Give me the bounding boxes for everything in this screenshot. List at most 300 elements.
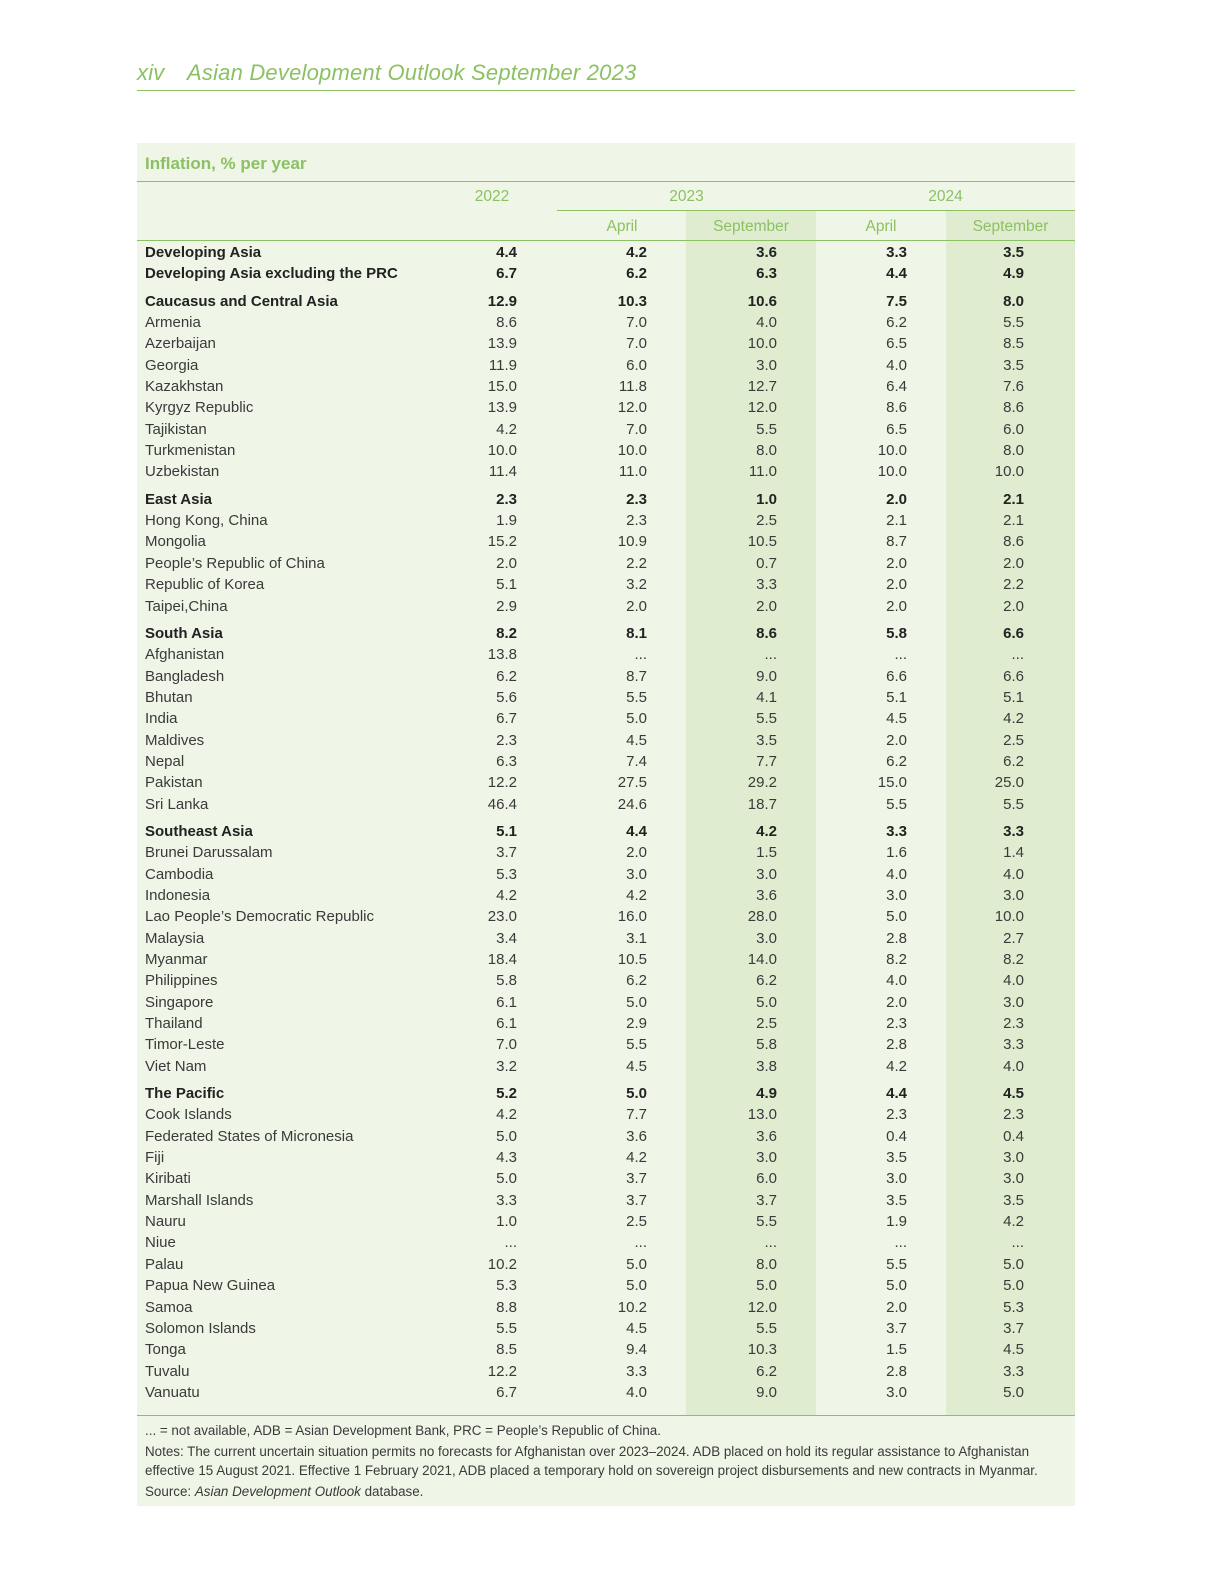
value-2022: 5.1 <box>496 576 517 594</box>
value-2023-april: 24.6 <box>617 795 647 813</box>
value-2023-september: 0.7 <box>756 554 777 572</box>
value-2023-april: 10.9 <box>617 533 647 551</box>
inflation-table <box>137 242 1077 1403</box>
value-2022: 2.0 <box>496 554 517 572</box>
economy-row <box>137 1190 1077 1211</box>
value-2024-september: 8.2 <box>1003 951 1024 968</box>
economy-row <box>137 1034 1077 1055</box>
value-2023-september: 28.0 <box>747 908 777 926</box>
value-2023-april: 5.0 <box>626 1277 647 1295</box>
value-2022: 1.0 <box>496 1213 517 1231</box>
value-2024-april: 2.8 <box>886 929 907 947</box>
value-2022: 8.8 <box>496 1298 517 1316</box>
value-2022: 11.4 <box>488 463 517 481</box>
value-2024-september: 3.5 <box>1003 1191 1024 1209</box>
economy-row <box>137 596 1077 617</box>
value-2023-september: 6.2 <box>756 972 777 990</box>
value-2024-september: 3.3 <box>1003 1362 1024 1380</box>
economy-row <box>137 751 1077 772</box>
value-2022: 15.0 <box>487 378 517 396</box>
value-2024-april: 2.8 <box>886 1362 907 1380</box>
value-2024-april: 4.0 <box>886 972 907 990</box>
economy-row <box>137 1318 1077 1339</box>
value-2024-september: 2.3 <box>1003 1106 1024 1124</box>
value-2022: 5.0 <box>496 1127 517 1145</box>
value-2022: 8.2 <box>496 624 517 642</box>
row-label: Azerbaijan <box>145 335 216 353</box>
row-label: Nauru <box>145 1213 186 1231</box>
row-label: Myanmar <box>145 951 208 968</box>
value-2024-april: 6.2 <box>886 752 907 770</box>
source-label: Source: <box>145 1484 195 1499</box>
region-row <box>137 815 1077 842</box>
value-2024-september: 4.2 <box>1003 710 1024 728</box>
value-2023-september: 12.0 <box>747 1298 777 1316</box>
value-2023-april: 3.3 <box>626 1362 647 1380</box>
value-2023-september: 18.7 <box>747 795 777 813</box>
value-2024-april: 2.0 <box>886 731 907 749</box>
value-2023-september: 10.6 <box>747 292 777 310</box>
value-2023-april: 9.4 <box>626 1341 647 1359</box>
value-2024-september: 4.0 <box>1003 1057 1024 1075</box>
economy-row <box>137 510 1077 531</box>
row-label: Turkmenistan <box>145 442 236 460</box>
value-2022: 4.2 <box>496 420 517 438</box>
value-2023-september: 3.6 <box>756 886 777 904</box>
value-2024-september: 5.1 <box>1003 688 1024 706</box>
header-2023-april: April <box>606 218 638 235</box>
value-2023-september: 12.0 <box>747 399 777 417</box>
value-2024-september: 0.4 <box>1003 1127 1024 1145</box>
economy-row <box>137 1104 1077 1125</box>
value-2024-september: 4.0 <box>1003 865 1024 883</box>
value-2022: 5.3 <box>496 1277 517 1295</box>
value-2023-september: 5.5 <box>756 1213 777 1231</box>
value-2023-september: 2.0 <box>756 597 777 615</box>
value-2023-september: 1.0 <box>756 490 777 508</box>
row-label: Viet Nam <box>145 1057 207 1075</box>
value-2022: 6.7 <box>496 710 517 728</box>
value-2022: 3.2 <box>496 1057 517 1075</box>
value-2023-april: 7.0 <box>626 314 647 332</box>
value-2024-september: 5.0 <box>1003 1255 1024 1273</box>
row-label: Niue <box>145 1234 176 1252</box>
inflation-table-panel <box>137 143 1075 1506</box>
row-label: Brunei Darussalam <box>145 844 273 862</box>
value-2024-september: 6.2 <box>1003 752 1024 770</box>
row-label: Cambodia <box>145 865 214 883</box>
economy-row <box>137 708 1077 729</box>
header-2022: 2022 <box>474 188 510 205</box>
value-2024-september: 10.0 <box>994 463 1024 481</box>
row-label: Maldives <box>145 731 205 749</box>
value-2023-april: 5.0 <box>626 710 647 728</box>
header-rule <box>137 240 1075 241</box>
economy-row <box>137 461 1077 482</box>
value-2023-september: 3.8 <box>756 1057 777 1075</box>
value-2023-september: 3.0 <box>756 1149 777 1167</box>
value-2023-april: 4.4 <box>626 822 647 840</box>
value-2023-april: 2.9 <box>626 1015 647 1033</box>
value-2024-april: 5.8 <box>886 624 907 642</box>
value-2023-september: 3.6 <box>756 244 777 261</box>
economy-row <box>137 906 1077 927</box>
economy-row <box>137 842 1077 863</box>
value-2024-april: 2.1 <box>886 512 907 530</box>
value-2023-april: 11.0 <box>618 463 647 481</box>
value-2022: 18.4 <box>487 951 517 968</box>
value-2023-april: 6.2 <box>626 972 647 990</box>
economy-row <box>137 644 1077 665</box>
value-2022: 5.1 <box>496 822 517 840</box>
value-2023-april: 3.6 <box>626 1127 647 1145</box>
value-2024-april: 7.5 <box>886 292 907 310</box>
value-2024-april: 6.2 <box>886 314 907 332</box>
value-2023-september: 2.5 <box>756 512 777 530</box>
value-2023-september: 12.7 <box>747 378 777 396</box>
value-2024-april: 0.4 <box>886 1127 907 1145</box>
value-2024-april: 3.3 <box>886 822 907 840</box>
value-2023-april: 2.2 <box>626 554 647 572</box>
value-2022: 13.9 <box>487 399 517 417</box>
value-2024-april: 3.0 <box>886 886 907 904</box>
value-2022: 23.0 <box>487 908 517 926</box>
economy-row <box>137 666 1077 687</box>
value-2024-september: 3.3 <box>1003 1036 1024 1054</box>
row-label: Tonga <box>145 1341 186 1359</box>
row-label: Papua New Guinea <box>145 1277 276 1295</box>
value-2023-april: 4.2 <box>626 886 647 904</box>
row-label: Palau <box>145 1255 184 1273</box>
economy-row <box>137 419 1077 440</box>
value-2024-april: 4.0 <box>886 865 907 883</box>
value-2024-september: 8.6 <box>1003 533 1024 551</box>
value-2023-april: ... <box>634 1234 647 1252</box>
value-2022: 15.2 <box>487 533 517 551</box>
economy-row <box>137 864 1077 885</box>
region-row <box>137 483 1077 510</box>
value-2022: 7.0 <box>496 1036 517 1054</box>
value-2024-september: 8.0 <box>1003 292 1024 310</box>
value-2023-april: 3.1 <box>626 929 647 947</box>
value-2022: 13.9 <box>487 335 517 353</box>
row-label: South Asia <box>145 624 223 642</box>
value-2024-september: 5.5 <box>1003 314 1024 332</box>
economy-row <box>137 992 1077 1013</box>
value-2024-april: 3.3 <box>886 244 907 261</box>
row-label: India <box>145 710 178 728</box>
value-2023-september: 5.5 <box>756 420 777 438</box>
value-2024-april: 6.4 <box>886 378 907 396</box>
value-2023-april: 5.0 <box>626 1085 647 1103</box>
value-2023-april: 4.5 <box>626 731 647 749</box>
value-2023-april: 4.2 <box>626 1149 647 1167</box>
source-title: Asian Development Outlook <box>194 1484 361 1499</box>
region-row <box>137 617 1077 644</box>
value-2023-september: 8.6 <box>756 624 777 642</box>
value-2022: 6.7 <box>496 1383 517 1401</box>
value-2022: 6.1 <box>496 993 517 1011</box>
value-2024-april: 4.4 <box>886 1085 907 1103</box>
row-label: Republic of Korea <box>145 576 265 594</box>
value-2023-april: 27.5 <box>617 774 647 792</box>
value-2023-april: 12.0 <box>617 399 647 417</box>
economy-row <box>137 376 1077 397</box>
row-label: Georgia <box>145 356 199 374</box>
value-2022: 5.6 <box>496 688 517 706</box>
row-label: Tuvalu <box>145 1362 190 1380</box>
economy-row <box>137 1168 1077 1189</box>
header-2023: 2023 <box>669 188 704 205</box>
table-bottom-rule <box>137 1415 1075 1416</box>
value-2022: 46.4 <box>487 795 517 813</box>
economy-row <box>137 687 1077 708</box>
economy-row <box>137 1126 1077 1147</box>
value-2022: 5.0 <box>496 1170 517 1188</box>
value-2024-september: 2.2 <box>1003 576 1024 594</box>
value-2023-september: 3.0 <box>756 865 777 883</box>
value-2024-september: 1.4 <box>1003 844 1024 862</box>
value-2023-april: 2.5 <box>626 1213 647 1231</box>
value-2024-april: 4.0 <box>886 356 907 374</box>
value-2024-september: 2.1 <box>1003 490 1024 508</box>
value-2022: 2.9 <box>496 597 517 615</box>
value-2023-april: 3.2 <box>626 576 647 594</box>
value-2024-september: 8.0 <box>1003 442 1024 460</box>
value-2022: 11.9 <box>488 356 517 374</box>
economy-row <box>137 531 1077 552</box>
economy-row <box>137 1232 1077 1253</box>
value-2024-september: 8.5 <box>1003 335 1024 353</box>
value-2022: 2.3 <box>496 731 517 749</box>
value-2023-april: 3.0 <box>626 865 647 883</box>
value-2022: 12.2 <box>487 774 517 792</box>
value-2023-september: 6.3 <box>756 265 777 283</box>
page-number: xiv <box>137 60 165 85</box>
value-2024-september: 3.7 <box>1003 1319 1024 1337</box>
value-2024-september: 5.3 <box>1003 1298 1024 1316</box>
value-2024-september: 6.0 <box>1003 420 1024 438</box>
value-2024-september: 5.0 <box>1003 1277 1024 1295</box>
row-label: Pakistan <box>145 774 203 792</box>
value-2022: 4.2 <box>496 1106 517 1124</box>
value-2024-april: 1.5 <box>886 1341 907 1359</box>
title-rule <box>137 181 1075 182</box>
value-2024-april: 6.5 <box>886 420 907 438</box>
value-2023-april: 4.0 <box>626 1383 647 1401</box>
row-label: The Pacific <box>145 1085 225 1103</box>
value-2023-september: 5.0 <box>756 1277 777 1295</box>
value-2024-april: 8.2 <box>886 951 907 968</box>
economy-row <box>137 885 1077 906</box>
value-2024-september: 2.3 <box>1003 1015 1024 1033</box>
value-2024-april: 10.0 <box>877 463 907 481</box>
row-label: Mongolia <box>145 533 206 551</box>
row-label: East Asia <box>145 490 212 508</box>
value-2024-april: 3.0 <box>886 1383 907 1401</box>
value-2024-april: ... <box>894 1234 907 1252</box>
value-2023-september: 11.0 <box>748 463 777 481</box>
value-2024-september: 8.6 <box>1003 399 1024 417</box>
row-label: Samoa <box>145 1298 193 1316</box>
value-2024-april: 3.7 <box>886 1319 907 1337</box>
value-2024-april: 8.6 <box>886 399 907 417</box>
row-label: Philippines <box>145 972 218 990</box>
value-2022: 3.3 <box>496 1191 517 1209</box>
economy-row <box>137 1382 1077 1403</box>
value-2023-september: 5.8 <box>756 1036 777 1054</box>
value-2023-september: 2.5 <box>756 1015 777 1033</box>
value-2024-april: 8.7 <box>886 533 907 551</box>
value-2024-september: 2.7 <box>1003 929 1024 947</box>
economy-row <box>137 312 1077 333</box>
value-2024-april: 5.0 <box>886 1277 907 1295</box>
value-2024-september: ... <box>1011 646 1024 664</box>
row-label: Lao People’s Democratic Republic <box>145 908 375 926</box>
economy-row <box>137 949 1077 970</box>
value-2024-april: 15.0 <box>877 774 907 792</box>
economy-row <box>137 333 1077 354</box>
value-2024-september: 3.3 <box>1003 822 1024 840</box>
value-2023-september: ... <box>764 646 777 664</box>
row-label: Armenia <box>145 314 201 332</box>
value-2023-september: 7.7 <box>756 752 777 770</box>
value-2023-april: 5.5 <box>626 1036 647 1054</box>
value-2022: 3.7 <box>496 844 517 862</box>
value-2022: 10.2 <box>487 1255 517 1273</box>
header-2024-september: September <box>972 218 1049 235</box>
notes-text: Notes: The current uncertain situation permits no forecasts for Afghanistan over 2023–2024. ADB placed on hold its regular assistance to Afghanistan effective 15 August 2021. Effective 1 February 2021, ADB placed a temporary hold on sovereign project disbursements and new contracts in Myanmar. <box>145 1444 1038 1478</box>
value-2024-september: 3.0 <box>1003 1170 1024 1188</box>
value-2023-september: 4.1 <box>756 688 777 706</box>
region-row <box>137 1077 1077 1104</box>
economy-row <box>137 1297 1077 1318</box>
value-2023-april: 7.0 <box>626 335 647 353</box>
value-2023-september: 3.0 <box>756 356 777 374</box>
economy-row <box>137 397 1077 418</box>
header-2024-april: April <box>865 218 897 235</box>
value-2022: 6.7 <box>496 265 517 283</box>
value-2024-september: 2.0 <box>1003 597 1024 615</box>
value-2024-september: 25.0 <box>994 774 1024 792</box>
value-2022: 8.6 <box>496 314 517 332</box>
value-2023-april: 7.7 <box>626 1106 647 1124</box>
value-2022: 5.2 <box>496 1085 517 1103</box>
value-2023-april: 7.0 <box>626 420 647 438</box>
value-2024-april: 2.0 <box>886 490 907 508</box>
source-note <box>145 1482 1070 1501</box>
value-2024-april: ... <box>894 646 907 664</box>
value-2023-april: 5.0 <box>626 993 647 1011</box>
value-2022: 5.3 <box>496 865 517 883</box>
value-2023-april: 2.0 <box>626 597 647 615</box>
value-2024-april: 2.0 <box>886 576 907 594</box>
row-label: Developing Asia excluding the PRC <box>145 265 398 283</box>
header-2023-september: September <box>713 218 789 235</box>
value-2024-april: 10.0 <box>877 442 907 460</box>
economy-row <box>137 574 1077 595</box>
value-2024-september: 4.9 <box>1003 265 1024 283</box>
value-2023-september: 8.0 <box>756 442 777 460</box>
value-2023-april: 11.8 <box>618 378 647 396</box>
value-2024-april: 2.0 <box>886 1298 907 1316</box>
table-title: Inflation, % per year <box>145 154 307 173</box>
row-label: Malaysia <box>145 929 205 947</box>
value-2024-april: 3.5 <box>886 1191 907 1209</box>
value-2023-april: 6.0 <box>626 356 647 374</box>
value-2024-april: 1.6 <box>886 844 907 862</box>
economy-row <box>137 794 1077 815</box>
value-2024-september: 4.0 <box>1003 972 1024 990</box>
economy-row <box>137 1147 1077 1168</box>
value-2024-april: 5.1 <box>886 688 907 706</box>
value-2024-september: 2.1 <box>1003 512 1024 530</box>
value-2022: 3.4 <box>496 929 517 947</box>
economy-row <box>137 772 1077 793</box>
row-label: Cook Islands <box>145 1106 232 1124</box>
value-2024-september: 5.0 <box>1003 1383 1024 1401</box>
value-2023-april: 2.3 <box>626 490 647 508</box>
value-2023-september: 8.0 <box>756 1255 777 1273</box>
row-label: Nepal <box>145 752 185 770</box>
value-2023-april: 6.2 <box>626 265 647 283</box>
economy-row <box>137 355 1077 376</box>
value-2022: 2.3 <box>496 490 517 508</box>
value-2022: ... <box>504 1234 517 1252</box>
value-2022: 1.9 <box>496 512 517 530</box>
value-2024-april: 2.0 <box>886 993 907 1011</box>
value-2023-april: 3.7 <box>626 1170 647 1188</box>
value-2022: 12.9 <box>487 292 517 310</box>
economy-row <box>137 928 1077 949</box>
value-2023-april: 4.5 <box>626 1057 647 1075</box>
economy-row <box>137 730 1077 751</box>
value-2023-april: 10.2 <box>617 1298 647 1316</box>
value-2024-april: 3.5 <box>886 1149 907 1167</box>
value-2024-april: 6.6 <box>886 667 907 685</box>
value-2024-april: 6.5 <box>886 335 907 353</box>
value-2024-september: 3.0 <box>1003 1149 1024 1167</box>
value-2024-april: 4.4 <box>886 265 907 283</box>
economy-row <box>137 1275 1077 1296</box>
abbreviations-note: ... = not available, ADB = Asian Development Bank, PRC = People’s Republic of China. <box>145 1423 661 1438</box>
value-2023-september: 4.2 <box>756 822 777 840</box>
region-row <box>137 242 1077 263</box>
value-2023-april: 2.0 <box>626 844 647 862</box>
row-label: Solomon Islands <box>145 1319 256 1337</box>
region-row <box>137 263 1077 284</box>
value-2023-september: 5.5 <box>756 710 777 728</box>
row-label: Thailand <box>145 1015 203 1033</box>
value-2023-april: 7.4 <box>626 752 647 770</box>
row-label: Tajikistan <box>145 420 207 438</box>
row-label: Kiribati <box>145 1170 191 1188</box>
value-2023-september: ... <box>764 1234 777 1252</box>
value-2024-september: 3.5 <box>1003 244 1024 261</box>
value-2024-september: 5.5 <box>1003 795 1024 813</box>
row-label: Kyrgyz Republic <box>145 399 254 417</box>
row-label: Taipei,China <box>145 597 228 615</box>
value-2024-september: 6.6 <box>1003 667 1024 685</box>
row-label: Sri Lanka <box>145 795 209 813</box>
value-2024-april: 5.5 <box>886 1255 907 1273</box>
value-2022: 10.0 <box>487 442 517 460</box>
row-label: People’s Republic of China <box>145 554 325 572</box>
value-2024-september: 2.0 <box>1003 554 1024 572</box>
value-2023-september: 10.3 <box>747 1341 777 1359</box>
economy-row <box>137 1013 1077 1034</box>
value-2024-september: 4.5 <box>1003 1341 1024 1359</box>
